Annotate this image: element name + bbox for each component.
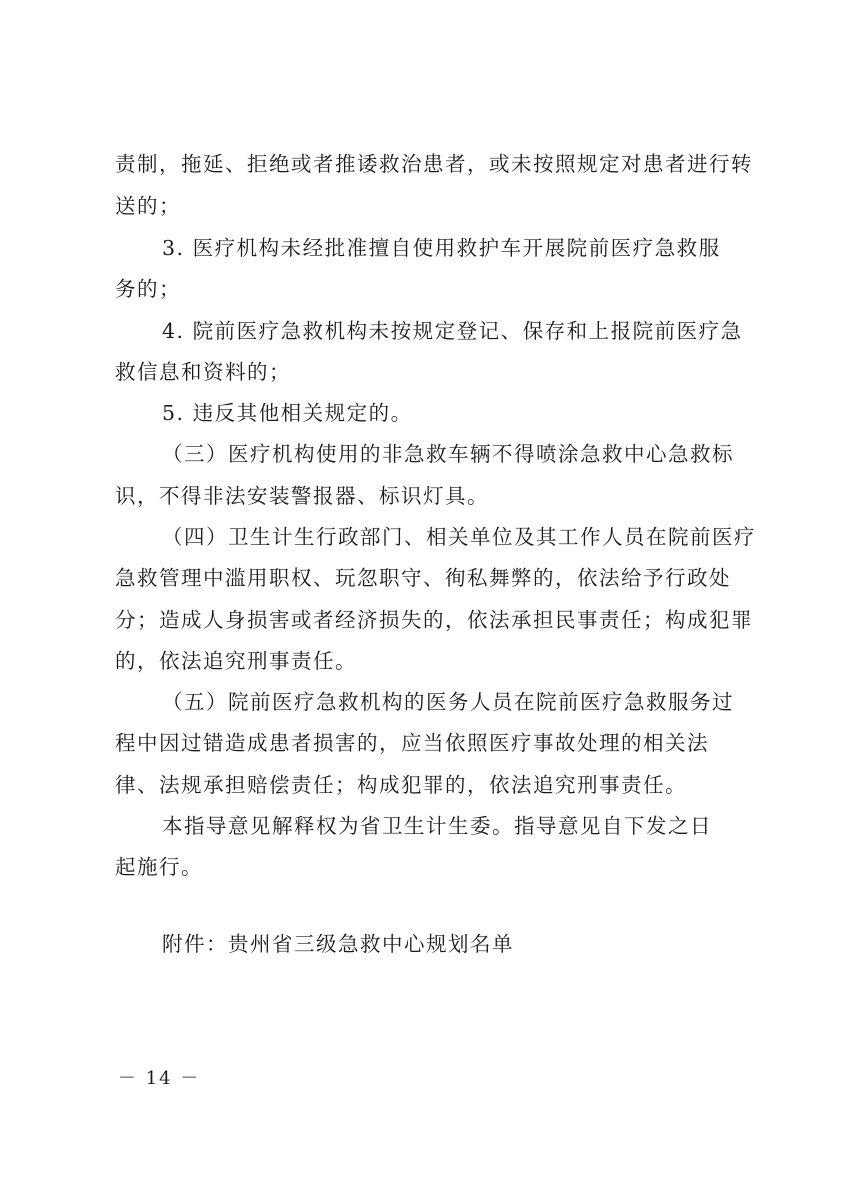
paragraph-line: 责制，拖延、拒绝或者推诿救治患者，或未按照规定对患者进行转	[115, 152, 753, 176]
list-item-line: 务的；	[115, 277, 181, 301]
section-line: 分；造成人身损害或者经济损失的，依法承担民事责任；构成犯罪	[115, 608, 753, 632]
paragraph-line: 送的；	[115, 194, 181, 218]
section-line: 识，不得非法安装警报器、标识灯具。	[115, 484, 489, 508]
section-line: 的，依法追究刑事责任。	[115, 649, 357, 673]
paragraph-line: 起施行。	[115, 855, 203, 879]
list-item-line: 3. 医疗机构未经批准擅自使用救护车开展院前医疗急救服	[162, 236, 721, 260]
list-item-line: 5. 违反其他相关规定的。	[162, 401, 413, 425]
section-line: （三）医疗机构使用的非急救车辆不得喷涂急救中心急救标	[162, 442, 734, 466]
attachment-line: 附件：贵州省三级急救中心规划名单	[162, 932, 514, 956]
list-item-line: 4. 院前医疗急救机构未按规定登记、保存和上报院前医疗急	[162, 319, 743, 343]
section-line: （四）卫生计生行政部门、相关单位及其工作人员在院前医疗	[162, 525, 756, 549]
paragraph-line: 本指导意见解释权为省卫生计生委。指导意见自下发之日	[162, 814, 712, 838]
section-line: 急救管理中滥用职权、玩忽职守、徇私舞弊的，依法给予行政处	[115, 566, 731, 590]
section-line: 律、法规承担赔偿责任；构成犯罪的，依法追究刑事责任。	[115, 773, 687, 797]
list-item-line: 救信息和资料的；	[115, 360, 291, 384]
section-line: （五）院前医疗急救机构的医务人员在院前医疗急救服务过	[162, 690, 734, 714]
page-number: － 14 －	[118, 1068, 201, 1089]
section-line: 程中因过错造成患者损害的，应当依照医疗事故处理的相关法	[115, 731, 709, 755]
